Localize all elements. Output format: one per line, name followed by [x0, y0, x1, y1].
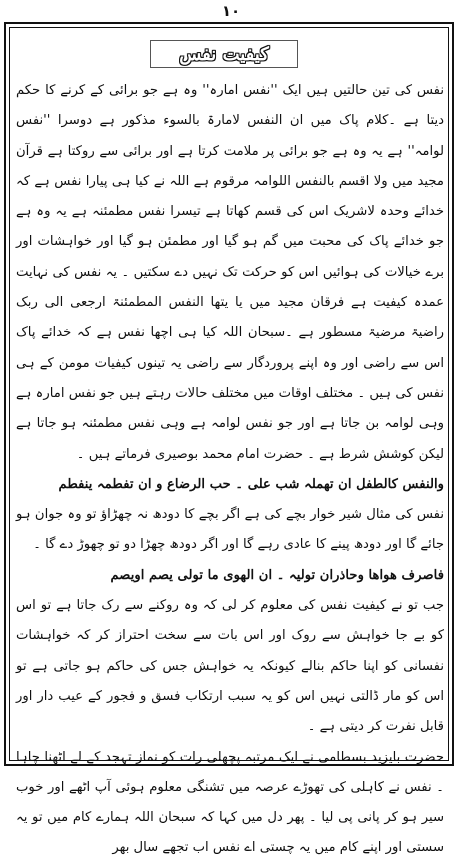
arabic-verse-2: فاصرف ھواھا وحاذران تولیہ ۔ ان الھوی ما تولی یصم اویصم	[110, 567, 444, 583]
paragraph-1: نفس کی تین حالتیں ہیں ایک ''نفس امارہ'' وہ ہے جو برائی کے کرنے کا حکم دیتا ہے ۔کلام پاک میں ان النفس لامارۃ بالسوء مذکور ہے دوسرا ''نفس لوامہ'' ہے یہ وہ ہے جو برائی پر ملامت کرتا ہے اور برائی سے روکتا ہے قرآن مجید میں ولا اقسم بالنفس اللوامہ مرقوم ہے اللہ نے کیا ہی پیارا نفس ہے کہ خدائے وحدہ لاشریک اس کی قسم کھاتا ہے تیسرا نفس مطمئنہ ہے یہ وہ ہے جو خدائے پاک کی محبت میں گم ہو گیا اور مطمئن ہو گیا اور خواہشات اور برے خیالات کی ہوائیں اس کو حرکت تک نہیں دے سکتیں ۔ یہ نفس کی نہایت عمدہ کیفیت ہے فرقان مجید میں یا یتھا النفس المطمئنۃ ارجعی الی ربک راضیۃ مرضیۃ مسطور ہے ۔سبحان اللہ کیا ہی اچھا نفس ہے کہ خدائے پاک اس سے راضی اور وہ اپنے پروردگار سے راضی یہ تینوں کیفیات مومن کے ہی نفس کی ہیں ۔ مختلف اوقات میں مختلف حالات رہتے ہیں جو نفس امارہ ہے وہی لوامہ بن جاتا ہے اور جو نفس لوامہ ہے وہی نفس مطمئنہ ہو جاتا ہے لیکن کوشش شرط ہے ۔ حضرت امام محمد بوصیری فرماتے ہیں ۔	[16, 83, 444, 462]
page-number: ۱۰	[221, 2, 241, 20]
paragraph-3: جب تو نے کیفیت نفس کی معلوم کر لی کہ وہ روکنے سے رک جاتا ہے تو اس کو بے جا خواہش سے روک اور اس بات سے سخت احتراز کر کہ خواہشات نفسانی کو اپنا حاکم بنالے کیونکہ یہ خواہش جس کی حاکم ہو جاتی ہے تو اس کو مار ڈالتی نہیں اس کو یہ سبب ارتکاب فسق و فجور کے عیب دار اور قابل نفرت کر دیتی ہے ۔	[16, 598, 444, 735]
paragraph-4: حضرت بایزید بسطامی نے ایک مرتبہ پچھلی رات کو نماز تہجد کے لے اٹھنا چاہا ۔ نفس نے کاہلی کی تھوڑے عرصہ میں تشنگی معلوم ہوئی آپ اٹھے اور خوب سیر ہو کر پانی پی لیا ۔ پھر دل میں کہا کہ سبحان اللہ ہمارے کام میں تو یہ سستی اور اپنے کام میں یہ چستی اے نفس اب تجھے سال بھر	[16, 749, 444, 856]
paragraph-2: نفس کی مثال شیر خوار بچے کی ہے اگر بچے کا دودھ نہ چھڑاؤ تو وہ جوان ہو جائے گا اور دودھ پینے کا عادی رہے گا اور اگر دودھ چھڑا دو تو چھوڑ دے گا ۔	[16, 507, 444, 553]
arabic-verse-1: والنفس کالطفل ان تھملہ شب علی ۔ حب الرضاع و ان تفطمہ ینفطم	[58, 476, 444, 492]
page-body	[16, 76, 444, 856]
chapter-heading: کیفیت نفس	[150, 40, 298, 68]
